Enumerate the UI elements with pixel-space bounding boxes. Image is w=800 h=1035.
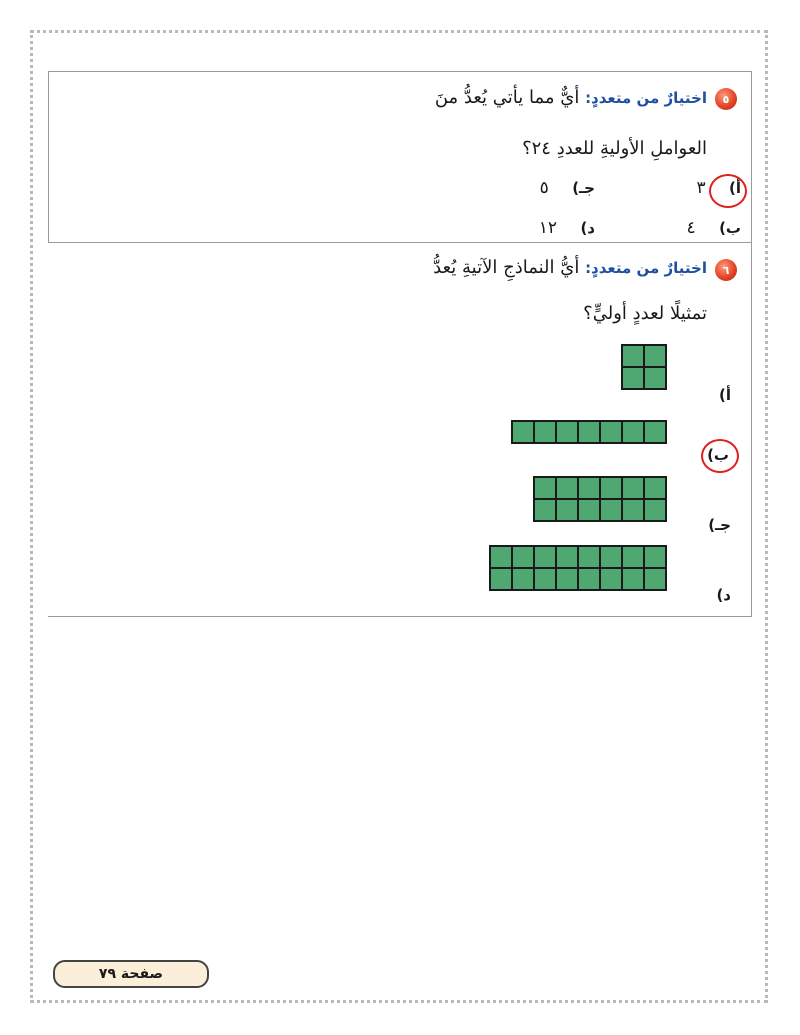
model-square [601,547,621,567]
page-number-label: صفحة ٧٩ [98,966,164,982]
question-5-option-b[interactable]: ب) ٤ [686,218,741,238]
model-square [557,547,577,567]
model-square [645,478,665,498]
model-square [579,478,599,498]
model-square [601,500,621,520]
model-square [623,368,643,388]
question-5-number-badge: ٥ [715,88,737,110]
question-6-option-a-model[interactable] [621,344,667,390]
question-5-line-2 [522,138,707,159]
model-square [513,422,533,442]
model-square [645,547,665,567]
model-square [535,478,555,498]
model-square [601,422,621,442]
question-5-title: اختيارٌ من متعددٍ: [585,89,707,107]
model-square [535,569,555,589]
page-number-badge [53,960,209,988]
question-6-option-c-model[interactable] [533,476,667,522]
model-square [557,500,577,520]
model-square [645,368,665,388]
model-square [601,478,621,498]
model-square [579,547,599,567]
model-square [645,346,665,366]
model-square [623,422,643,442]
model-square [601,569,621,589]
model-square [535,422,555,442]
model-square [491,569,511,589]
model-square [513,569,533,589]
model-square [535,547,555,567]
model-square [623,500,643,520]
model-square [623,569,643,589]
question-6-text-2: تمثيلًا لعددٍ أوليٍّ؟ [583,303,707,324]
question-6-option-b-label[interactable]: ب) [707,446,729,464]
question-5-option-c[interactable]: جـ) ٥ [539,178,595,198]
question-6-option-c-label[interactable]: جـ) [708,516,731,534]
model-square [645,569,665,589]
question-6-answer-circle [701,439,739,473]
question-6-text-1: أيُّ النماذجِ الآتيةِ يُعدُّ [433,257,580,278]
question-6-option-a-label[interactable]: أ) [719,386,731,404]
question-6-number-badge: ٦ [715,259,737,281]
question-5-text-2: العواملِ الأوليةِ للعددِ ٢٤؟ [522,138,707,159]
model-square [513,547,533,567]
question-5-option-a[interactable]: أ) ٣ [696,178,741,198]
model-square [645,422,665,442]
model-square [579,569,599,589]
model-square [535,500,555,520]
question-5-panel [48,71,752,243]
model-square [557,422,577,442]
question-6-option-d-model[interactable] [489,545,667,591]
model-square [579,422,599,442]
question-6-option-d-label[interactable]: د) [716,586,731,604]
model-square [557,478,577,498]
model-square [623,346,643,366]
question-5-line-1 [435,87,707,108]
question-6-panel [48,243,752,617]
question-6-line-2 [583,303,707,324]
model-square [645,500,665,520]
model-square [623,478,643,498]
question-6-option-b-model[interactable] [511,420,667,444]
question-5-text-1: أيٌّ مما يأتي يُعدُّ منَ [434,87,580,108]
question-6-title: اختيارٌ من متعددٍ: [585,259,707,277]
question-6-line-1 [433,257,707,278]
model-square [579,500,599,520]
model-square [491,547,511,567]
question-5-answer-circle [709,174,747,208]
model-square [623,547,643,567]
question-5-option-d[interactable]: د) ١٢ [538,218,595,238]
model-square [557,569,577,589]
